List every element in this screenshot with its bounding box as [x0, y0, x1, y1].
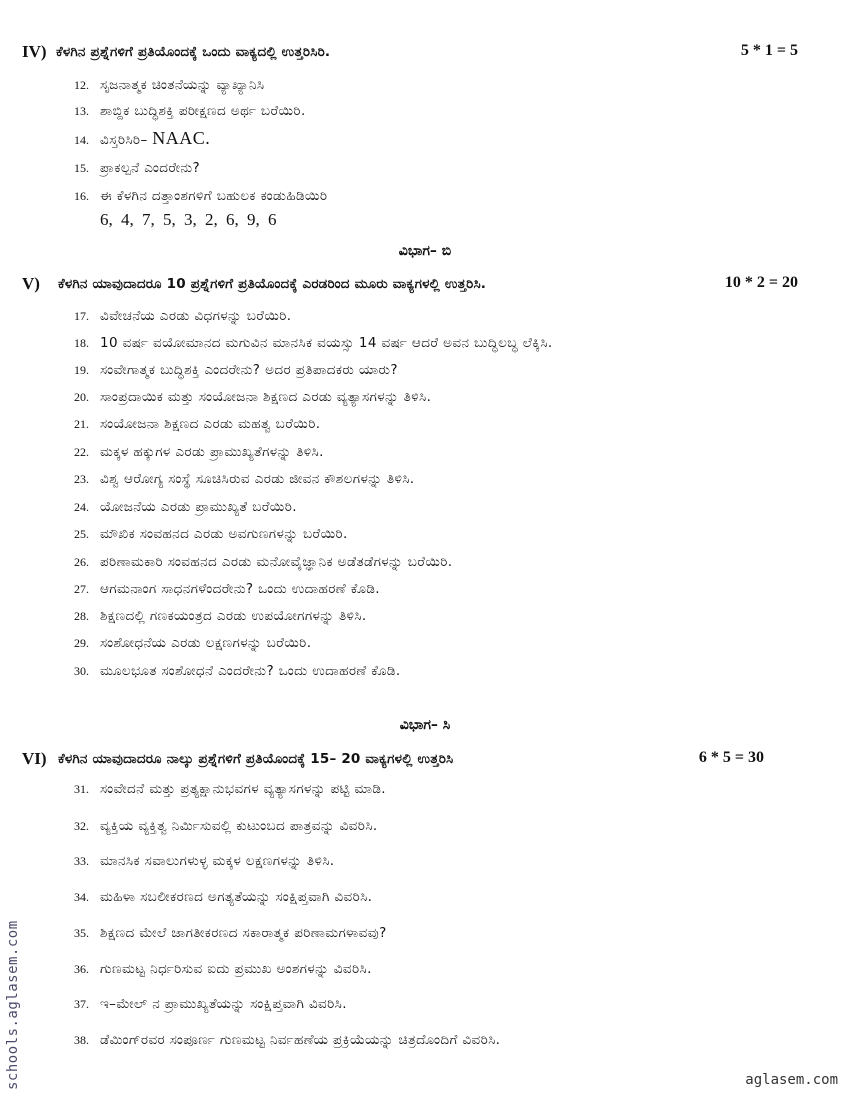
section-v-marks: 10 * 2 = 20: [724, 274, 798, 291]
section-v-roman: V): [22, 274, 40, 293]
question-15: [74, 157, 200, 179]
section-iv-roman: IV): [22, 42, 47, 61]
question-number: 12.: [74, 78, 89, 92]
question-number: 14.: [74, 133, 89, 147]
question-number: 38.: [74, 1033, 89, 1047]
question-number: 34.: [74, 890, 89, 904]
part-b-title: ವಿಭಾಗ– ಬಿ: [398, 243, 452, 259]
section-v-instruction: ಕೆಳಗಿನ ಯಾವುದಾದರೂ 10 ಪ್ರಶ್ನೆಗಳಿಗೆ ಪ್ರತಿಯೊಂದಕ್ಕೆ ಎರಡರಿಂದ ಮೂರು ವಾಕ್ಯಗಳಲ್ಲಿ ಉತ್ತರಿಸಿ.: [58, 276, 487, 292]
question-text: ಮಕ್ಕಳ ಹಕ್ಕುಗಳ ಎರಡು ಪ್ರಾಮುಖ್ಯತೆಗಳನ್ನು ತಿಳಿಸಿ.: [100, 444, 324, 460]
question-text: ಪ್ರಾಕಲ್ಪನೆ ಎಂದರೇನು?: [100, 160, 201, 176]
question-text: ವ್ಯಕ್ತಿಯ ವ್ಯಕ್ತಿತ್ವ ನಿರ್ಮಿಸುವಲ್ಲಿ ಕುಟುಂಬದ ಪಾತ್ರವನ್ನು ವಿವರಿಸಿ.: [100, 818, 378, 834]
question-text: ವಿಸ್ತರಿಸಿರಿ–: [100, 132, 153, 148]
section-iv-instruction: ಕೆಳಗಿನ ಪ್ರಶ್ನೆಗಳಿಗೆ ಪ್ರತಿಯೊಂದಕ್ಕೆ ಒಂದು ವಾಕ್ಯದಲ್ಲಿ ಉತ್ತರಿಸಿರಿ.: [56, 44, 331, 60]
question-number: 36.: [74, 962, 89, 976]
question-text: ವಿಶ್ವ ಆರೋಗ್ಯ ಸಂಸ್ಥೆ ಸೂಚಿಸಿರುವ ಎರಡು ಜೀವನ ಕೌಶಲಗಳನ್ನು ತಿಳಿಸಿ.: [100, 471, 415, 487]
question-text: 10 ವರ್ಷ ವಯೋಮಾನದ ಮಗುವಿನ ಮಾನಸಿಕ ವಯಸ್ಸು 14 ವರ್ಷ ಆದರೆ ಅವನ ಬುದ್ಧಿಲಬ್ಧ ಲೆಕ್ಕಿಸಿ.: [100, 335, 553, 351]
question-36: [74, 958, 372, 980]
question-text: ಸಂವೇದನೆ ಮತ್ತು ಪ್ರತ್ಯಕ್ಷಾನುಭವಗಳ ವ್ಯತ್ಯಾಸಗಳನ್ನು ಪಟ್ಟಿ ಮಾಡಿ.: [100, 781, 386, 797]
question-text: ಮೌಖಿಕ ಸಂವಹನದ ಎರಡು ಅವಗುಣಗಳನ್ನು ಬರೆಯಿರಿ.: [100, 526, 348, 542]
question-20: [74, 386, 431, 408]
question-text: ಈ ಕೆಳಗಿನ ದತ್ತಾಂಶಗಳಿಗೆ ಬಹುಲಕ ಕಂಡುಹಿಡಿಯಿರಿ: [100, 188, 328, 204]
part-c-title: ವಿಭಾಗ– ಸಿ: [399, 717, 451, 733]
question-text: ಯೋಜನೆಯ ಎರಡು ಪ್ರಾಮುಖ್ಯತೆ ಬರೆಯಿರಿ.: [100, 499, 297, 515]
question-text: ಇ–ಮೇಲ್ ನ ಪ್ರಾಮುಖ್ಯತೆಯನ್ನು ಸಂಕ್ಷಿಪ್ತವಾಗಿ ವಿವರಿಸಿ.: [100, 996, 347, 1012]
question-number: 32.: [74, 819, 89, 833]
question-number: 35.: [74, 926, 89, 940]
mode-data-values: 6, 4, 7, 5, 3, 2, 6, 9, 6: [100, 210, 277, 229]
question-number: 29.: [74, 636, 89, 650]
question-27: [74, 578, 380, 600]
question-number: 15.: [74, 161, 89, 175]
question-number: 33.: [74, 854, 89, 868]
question-number: 37.: [74, 997, 89, 1011]
question-text: ಮಾನಸಿಕ ಸವಾಲುಗಳುಳ್ಳ ಮಕ್ಕಳ ಲಕ್ಷಣಗಳನ್ನು ತಿಳಿಸಿ.: [100, 853, 335, 869]
question-number: 26.: [74, 555, 89, 569]
question-21: [74, 413, 320, 435]
question-19: [74, 359, 398, 381]
section-vi-marks: 6 * 5 = 30: [698, 749, 764, 766]
question-text: ಸಾಂಪ್ರದಾಯಿಕ ಮತ್ತು ಸಂಯೋಜನಾ ಶಿಕ್ಷಣದ ಎರಡು ವ್ಯತ್ಯಾಸಗಳನ್ನು ತಿಳಿಸಿ.: [100, 389, 432, 405]
question-number: 17.: [74, 309, 89, 323]
question-number: 21.: [74, 417, 89, 431]
question-number: 28.: [74, 609, 89, 623]
question-number: 13.: [74, 104, 89, 118]
question-text: ಮಹಿಳಾ ಸಬಲೀಕರಣದ ಅಗತ್ಯತೆಯನ್ನು ಸಂಕ್ಷಿಪ್ತವಾಗಿ ವಿವರಿಸಿ.: [100, 889, 373, 905]
section-iv-marks: 5 * 1 = 5: [740, 42, 798, 59]
question-text: ವಿವೇಚನೆಯ ಎರಡು ವಿಧಗಳನ್ನು ಬರೆಯಿರಿ.: [100, 308, 292, 324]
question-text: ಆಗಮನಾಂಗ ಸಾಧನಗಳೆಂದರೇನು? ಒಂದು ಉದಾಹರಣೆ ಕೊಡಿ.: [100, 581, 380, 597]
naac-acronym: NAAC.: [152, 128, 211, 148]
question-number: 20.: [74, 390, 89, 404]
question-text: ಸಂಯೋಜನಾ ಶಿಕ್ಷಣದ ಎರಡು ಮಹತ್ವ ಬರೆಯಿರಿ.: [100, 416, 321, 432]
question-37: [74, 993, 347, 1015]
question-number: 31.: [74, 782, 89, 796]
question-text: ಡೆಮಿಂಗ್‌ರವರ ಸಂಪೂರ್ಣ ಗುಣಮಟ್ಟ ನಿರ್ವಹಣೆಯ ಪ್ರಕ್ರಿಯೆಯನ್ನು ಚಿತ್ರದೊಂದಿಗೆ ವಿವರಿಸಿ.: [100, 1032, 501, 1048]
question-33: [74, 850, 334, 872]
question-12: [74, 74, 264, 96]
watermark-footer: aglasem.com: [745, 1072, 838, 1088]
question-24: [74, 496, 297, 518]
question-18: [74, 332, 553, 354]
question-text: ಶಾಬ್ದಿಕ ಬುದ್ಧಿಶಕ್ತಿ ಪರೀಕ್ಷಣದ ಅರ್ಥ ಬರೆಯಿರಿ.: [100, 103, 306, 119]
section-iv-header: [22, 42, 798, 68]
question-number: 27.: [74, 582, 89, 596]
question-number: 18.: [74, 336, 89, 350]
question-17: [74, 305, 292, 327]
section-vi-instruction: ಕೆಳಗಿನ ಯಾವುದಾದರೂ ನಾಲ್ಕು ಪ್ರಶ್ನೆಗಳಿಗೆ ಪ್ರತಿಯೊಂದಕ್ಕೆ 15– 20 ವಾಕ್ಯಗಳಲ್ಲಿ ಉತ್ತರಿಸಿ: [58, 751, 454, 767]
question-34: [74, 886, 372, 908]
question-13: [74, 100, 306, 122]
question-14: [74, 128, 210, 150]
question-31: [74, 778, 386, 800]
question-26: [74, 551, 452, 573]
watermark-vertical: schools.aglasem.com: [5, 920, 21, 1090]
question-number: 24.: [74, 500, 89, 514]
question-25: [74, 523, 348, 545]
question-text: ಸೃಜನಾತ್ಮಕ ಚಿಂತನೆಯನ್ನು ವ್ಯಾಖ್ಯಾನಿಸಿ: [100, 77, 265, 93]
section-vi-header: [22, 749, 764, 775]
question-35: [74, 922, 387, 944]
question-16: [74, 185, 327, 207]
question-text: ಮೂಲಭೂತ ಸಂಶೋಧನೆ ಎಂದರೇನು? ಒಂದು ಉದಾಹರಣೆ ಕೊಡಿ.: [100, 663, 401, 679]
question-number: 23.: [74, 472, 89, 486]
question-number: 22.: [74, 445, 89, 459]
question-number: 19.: [74, 363, 89, 377]
question-text: ಶಿಕ್ಷಣದಲ್ಲಿ ಗಣಕಯಂತ್ರದ ಎರಡು ಉಪಯೋಗಗಳನ್ನು ತಿಳಿಸಿ.: [100, 608, 367, 624]
question-number: 16.: [74, 189, 89, 203]
question-number: 25.: [74, 527, 89, 541]
question-38: [74, 1029, 500, 1051]
question-text: ಸಂವೇಗಾತ್ಮಕ ಬುದ್ಧಿಶಕ್ತಿ ಎಂದರೇನು? ಅದರ ಪ್ರತಿಪಾದಕರು ಯಾರು?: [100, 362, 398, 378]
question-text: ಗುಣಮಟ್ಟ ನಿರ್ಧರಿಸುವ ಐದು ಪ್ರಮುಖ ಅಂಶಗಳನ್ನು ವಿವರಿಸಿ.: [100, 961, 372, 977]
question-text: ಸಂಶೋಧನೆಯ ಎರಡು ಲಕ್ಷಣಗಳನ್ನು ಬರೆಯಿರಿ.: [100, 635, 312, 651]
question-28: [74, 605, 367, 627]
question-text: ಪರಿಣಾಮಕಾರಿ ಸಂವಹನದ ಎರಡು ಮನೋವೈಜ್ಞಾನಿಕ ಅಡೆತಡೆಗಳನ್ನು ಬರೆಯಿರಿ.: [100, 554, 453, 570]
question-number: 30.: [74, 664, 89, 678]
question-32: [74, 815, 378, 837]
section-v-header: [22, 274, 798, 300]
question-29: [74, 632, 311, 654]
question-text: ಶಿಕ್ಷಣದ ಮೇಲೆ ಜಾಗತೀಕರಣದ ಸಕಾರಾತ್ಮಕ ಪರಿಣಾಮಗಳಾವವು?: [100, 925, 387, 941]
question-22: [74, 441, 324, 463]
section-vi-roman: VI): [22, 749, 47, 768]
question-23: [74, 468, 414, 490]
question-30: [74, 660, 401, 682]
